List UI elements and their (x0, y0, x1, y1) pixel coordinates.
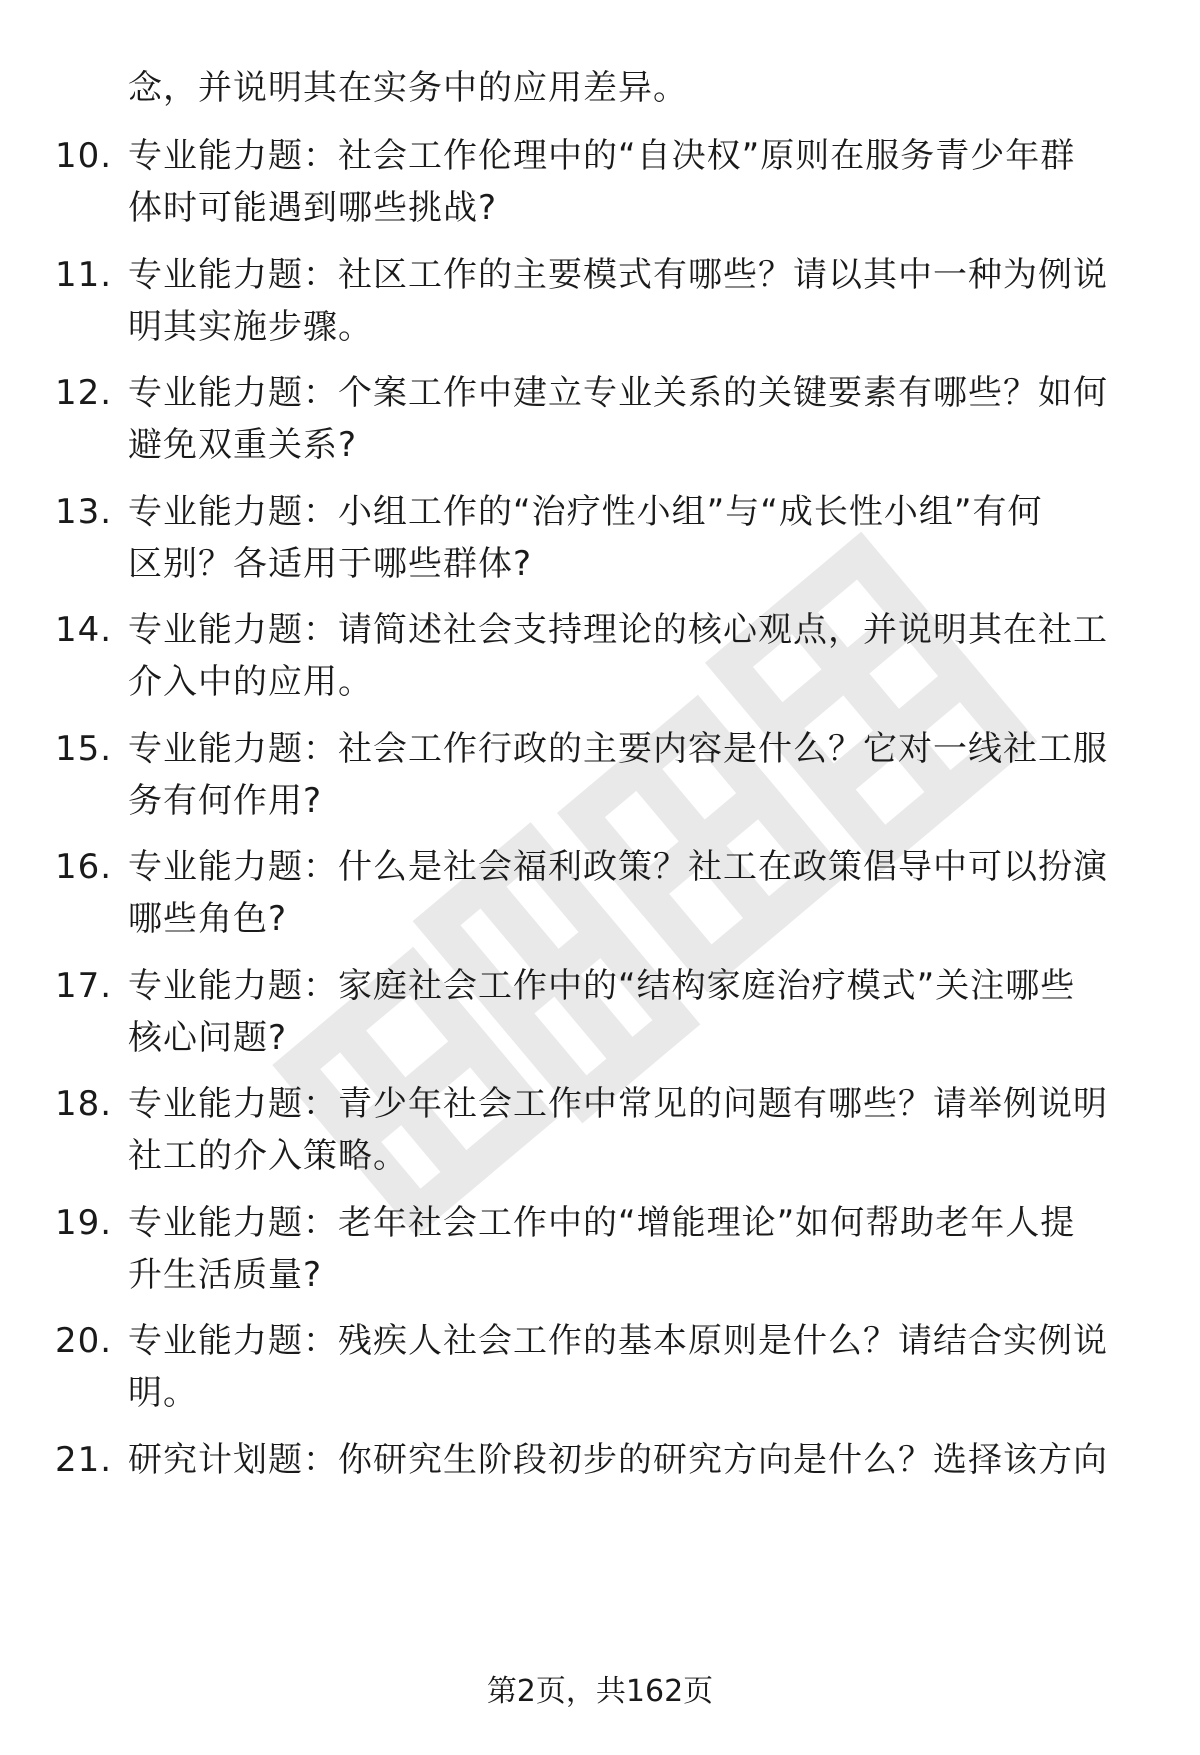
question-number: 10. (55, 136, 113, 176)
question-text: 专业能力题：社会工作行政的主要内容是什么？它对一线社工服 务有何作用? (128, 729, 1108, 821)
question-number: 11. (55, 255, 113, 295)
question-text: 专业能力题：残疾人社会工作的基本原则是什么？请结合实例说 明。 (128, 1321, 1108, 1413)
question-text: 专业能力题：小组工作的“治疗性小组”与“成长性小组”有何 区别？各适用于哪些群体? (128, 492, 1043, 584)
question-number: 14. (55, 610, 113, 650)
question-text: 专业能力题：个案工作中建立专业关系的关键要素有哪些？如何 避免双重关系? (128, 373, 1108, 465)
question-text: 专业能力题：社会工作伦理中的“自决权”原则在服务青少年群 体时可能遇到哪些挑战? (128, 136, 1076, 228)
question-number: 15. (55, 729, 113, 769)
question-text: 专业能力题：请简述社会支持理论的核心观点，并说明其在社工 介入中的应用。 (128, 610, 1108, 702)
question-text: 研究计划题：你研究生阶段初步的研究方向是什么？选择该方向 (128, 1440, 1108, 1480)
page-footer: 第2页，共162页 (486, 1674, 714, 1709)
question-number: 17. (55, 966, 113, 1006)
question-text: 专业能力题：老年社会工作中的“增能理论”如何帮助老年人提 升生活质量? (128, 1203, 1076, 1295)
question-text: 专业能力题：家庭社会工作中的“结构家庭治疗模式”关注哪些 核心问题? (128, 966, 1076, 1058)
question-text: 专业能力题：什么是社会福利政策？社工在政策倡导中可以扮演 哪些角色? (128, 847, 1108, 939)
question-text: 专业能力题：青少年社会工作中常见的问题有哪些？请举例说明 社工的介入策略。 (128, 1084, 1108, 1176)
question-text: 专业能力题：社区工作的主要模式有哪些？请以其中一种为例说 明其实施步骤。 (128, 255, 1108, 347)
question-number: 19. (55, 1203, 113, 1243)
question-number: 21. (55, 1440, 113, 1480)
question-number: 12. (55, 373, 113, 413)
question-number: 20. (55, 1321, 113, 1361)
continuation-line: 念，并说明其在实务中的应用差异。 (128, 68, 688, 108)
question-number: 16. (55, 847, 113, 887)
question-number: 18. (55, 1084, 113, 1124)
question-number: 13. (55, 492, 113, 532)
